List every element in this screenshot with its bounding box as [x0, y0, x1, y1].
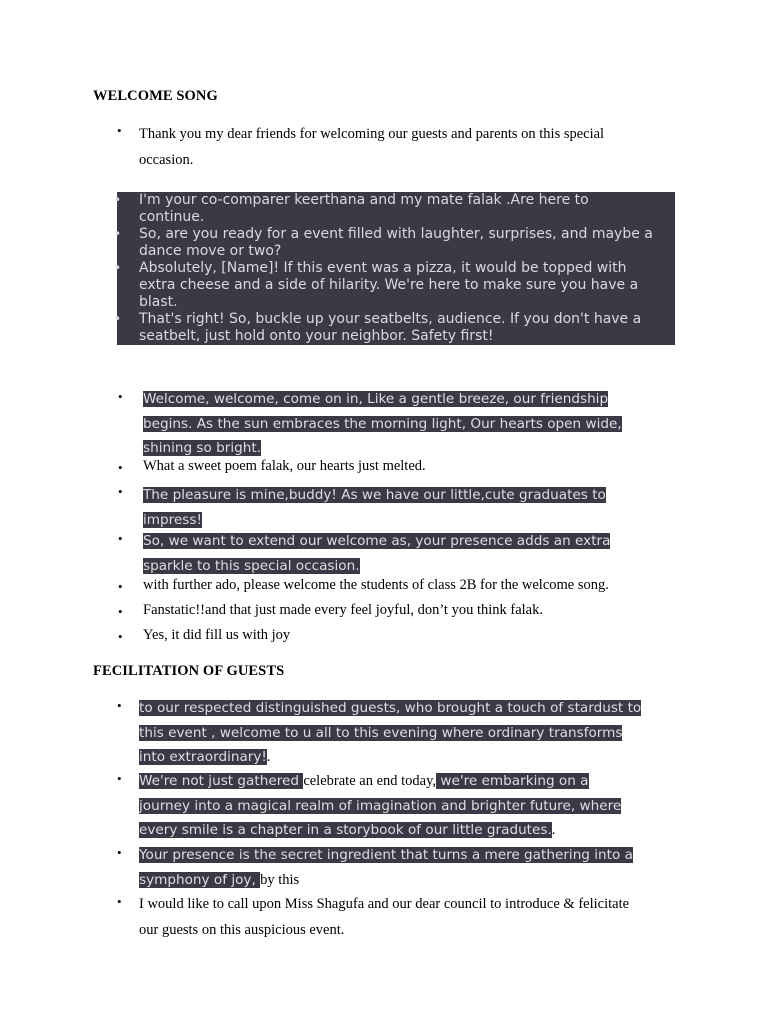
highlighted-dialogue-block [114, 192, 675, 345]
highlighted-line: we're embarking on a [436, 773, 589, 789]
dialogue-text: I'm your co-comparer keerthana and my mate falak .Are here to continue. [139, 192, 589, 225]
highlighted-line: So, we want to extend our welcome as, your presence adds an extra [143, 533, 611, 549]
highlighted-line: into extraordinary! [139, 749, 267, 765]
bullet-icon: • [117, 771, 122, 786]
bullet-icon: • [118, 531, 123, 546]
bullet-icon: • [114, 193, 122, 207]
highlighted-line: The pleasure is mine,buddy! As we have our little,cute graduates to [143, 487, 606, 503]
highlighted-line: symphony of joy, [139, 871, 261, 888]
highlighted-line: Your presence is the secret ingredient that turns a mere gathering into a [139, 847, 633, 863]
highlighted-line: to our respected distinguished guests, who brought a touch of stardust to [139, 700, 642, 716]
plain-text: . [551, 822, 556, 838]
bullet-icon: • [114, 227, 122, 241]
bullet-icon: • [118, 389, 123, 404]
highlighted-line: impress! [143, 511, 202, 528]
fecilitation-heading: FECILITATION OF GUESTS [93, 663, 285, 679]
poem-line: shining so bright. [143, 440, 262, 456]
bullet-icon: • [118, 604, 123, 619]
bullet-icon: • [117, 698, 122, 713]
bullet-icon: • [118, 484, 123, 499]
welcome-list-item: Yes, it did fill us with joy [143, 627, 291, 643]
poem-item [143, 387, 622, 461]
intro-text: Thank you my dear friends for welcoming our guests and parents on this special occasion. [139, 126, 605, 168]
bullet-icon: • [117, 845, 122, 860]
dialogue-text: So, are you ready for a event filled with laughter, surprises, and maybe a dance move or two? [139, 226, 653, 259]
welcome-list-item: with further ado, please welcome the students of class 2B for the welcome song. [143, 577, 609, 593]
plain-text: . [266, 749, 271, 765]
highlighted-line: We're not just gathered [139, 773, 304, 789]
welcome-song-heading: WELCOME SONG [93, 88, 218, 104]
fecilitation-item [139, 891, 629, 943]
dialogue-item [114, 192, 657, 226]
bullet-icon: • [117, 894, 122, 909]
bullet-icon: • [118, 579, 123, 594]
dialogue-item [114, 226, 657, 260]
welcome-list-item [143, 483, 606, 532]
welcome-list-item [143, 529, 610, 578]
bullet-icon: • [117, 123, 122, 138]
plain-text: our guests on this auspicious event. [139, 922, 345, 938]
plain-text: I would like to call upon Miss Shagufa and our dear council to introduce & felicitate [139, 896, 630, 912]
highlighted-line: this event , welcome to u all to this evening where ordinary transforms [139, 724, 623, 741]
dialogue-item [114, 260, 657, 310]
fecilitation-item [139, 843, 633, 892]
fecilitation-item [139, 696, 641, 770]
bullet-icon: • [114, 261, 122, 275]
bullet-icon: • [118, 629, 123, 644]
bullet-icon: • [118, 460, 123, 475]
dialogue-item [114, 311, 657, 345]
dialogue-text: That's right! So, buckle up your seatbelts, audience. If you don't have a seatbelt, just hold onto your neighbor. Safety first! [139, 311, 642, 344]
plain-text: by this [260, 871, 300, 888]
plain-text: celebrate an end today, [303, 773, 437, 789]
dialogue-text: Absolutely, [Name]! If this event was a pizza, it would be topped with extra cheese and a side of hilarity. We're here to make sure you have a blast. [139, 260, 639, 310]
welcome-list-item: What a sweet poem falak, our hearts just melted. [143, 458, 426, 474]
highlighted-line: every smile is a chapter in a storybook of our little gradutes. [139, 822, 552, 838]
poem-line: Welcome, welcome, come on in, Like a gentle breeze, our friendship [143, 391, 609, 407]
poem-line: begins. As the sun embraces the morning light, Our hearts open wide, [143, 415, 622, 432]
bullet-icon: • [114, 312, 122, 326]
highlighted-line: journey into a magical realm of imagination and brighter future, where [139, 797, 622, 814]
welcome-list-item: Fanstatic!!and that just made every feel joyful, don’t you think falak. [143, 602, 543, 618]
highlighted-line: sparkle to this special occasion. [143, 557, 360, 574]
fecilitation-item [139, 769, 621, 843]
